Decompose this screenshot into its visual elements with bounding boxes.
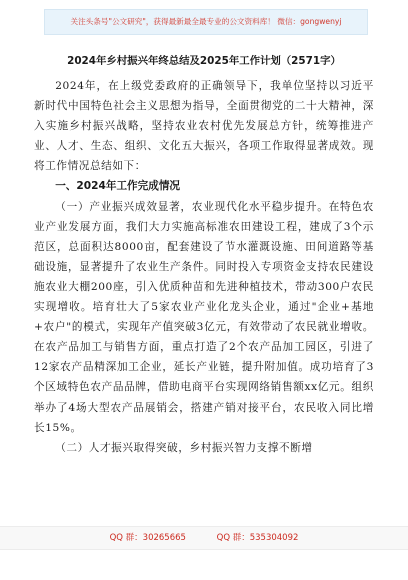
paragraph-talent: （二）人才振兴取得突破，乡村振兴智力支撑不断增: [55, 441, 313, 454]
section-heading: 一、2024年工作完成情况: [55, 180, 181, 193]
footer-qq-bar: [0, 526, 408, 550]
qq-group-1: QQ 群：30265665: [109, 533, 186, 543]
promo-banner: 关注头条号"公文研究"，获得最新最全最专业的公文资料库！ 微信：gongwenyj: [44, 9, 368, 35]
intro-paragraph: 2024年，在上级党委政府的正确领导下，我单位坚持以习近平新时代中国特色社会主义思想为指导，全面贯彻党的二十大精神，深入实施乡村振兴战略，坚持农业农村优先发展总方针，统筹推进产业、人才、生态、组织、文化五大振兴，各项工作取得显著成效。现将工作情况总结如下：: [34, 80, 374, 173]
document-title: 2024年乡村振兴年终总结及2025年工作计划（2571字）: [67, 55, 341, 67]
document-body: [34, 52, 374, 458]
qq-group-2: QQ 群：535304092: [216, 533, 299, 543]
paragraph-industry: （一）产业振兴成效显著，农业现代化水平稳步提升。在特色农业产业发展方面，我们大力实施高标准农田建设工程，建成了3个示范区，总面积达8000亩，配套建设了节水灌溉设施、田间道路等基础设施，显著提升了农业生产条件。同时投入专项资金支持农民建设施农业大棚200座，引入优质种苗和先进种植技术，带动300户农民实现增收。培育壮大了5家农业产业化龙头企业，通过"企业+基地+农户"的模式，实现年产值突破3亿元，有效带动了农民就业增收。在农产品加工与销售方面，重点打造了2个农产品加工园区，引进了12家农产品精深加工企业，延长产业链，提升附加值。成功培育了3个区域特色农产品品牌，借助电商平台实现网络销售额xx亿元。组织举办了4场大型农产品展销会，搭建产销对接平台，农民收入同比增长15%。: [34, 200, 374, 434]
